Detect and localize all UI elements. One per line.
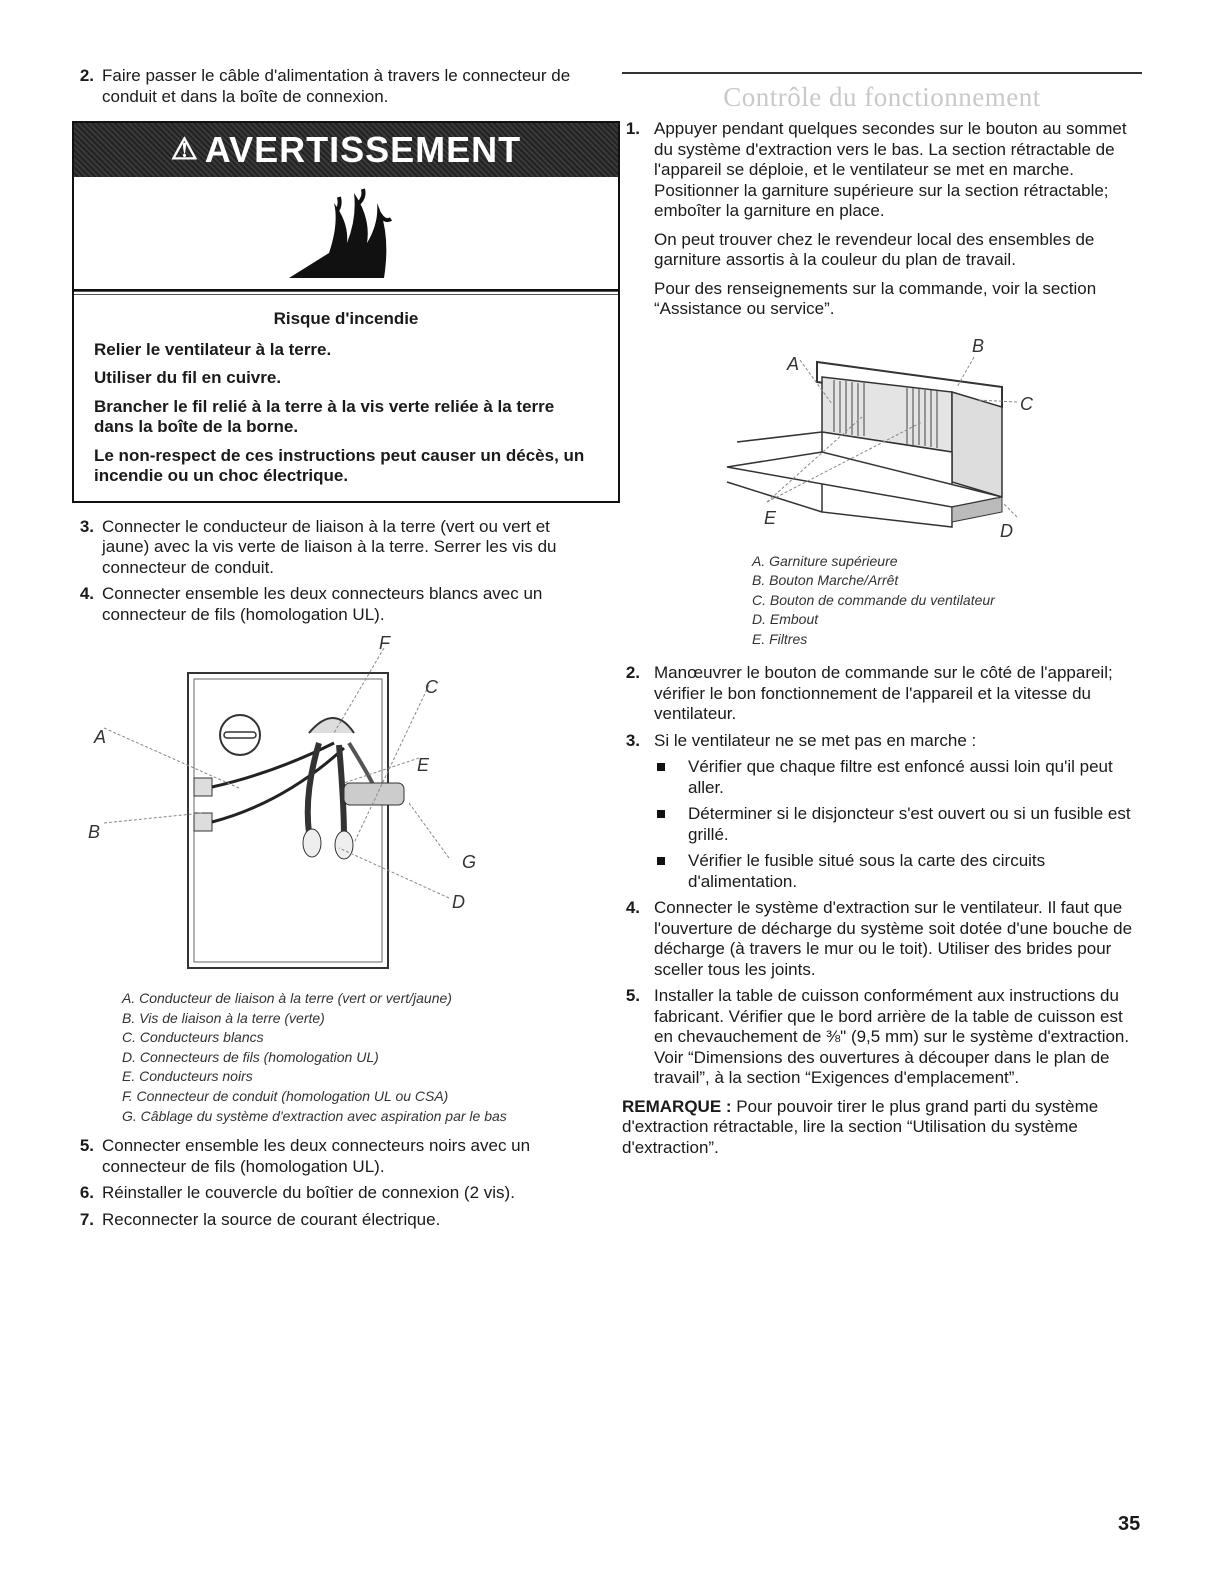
step-number: 1. [625, 119, 640, 138]
step-number: 5. [79, 1136, 94, 1156]
downdraft-figure [622, 332, 1142, 552]
step-text: Installer la table de cuisson conformément aux instructions du fabricant. Vérifier que le bord arrière de la table de cuisson est en chevauchement de ⅜" (9,5 mm) sur le système d'extraction. Voir “Dimensions des ouvertures à découper dans le plan de travail”, à la section “Exigences d'emplacement”. [654, 986, 1130, 1088]
step-7-left [44, 1210, 592, 1231]
step-number: 3. [625, 730, 640, 750]
step-2-left [44, 66, 592, 107]
bullet-square-icon [657, 763, 665, 771]
wiring-diagram [44, 633, 592, 983]
step-text: Connecter le conducteur de liaison à la terre (vert ou vert et jaune) avec la vis verte de liaison à la terre. Serrer les vis du connecteur de conduit. [102, 516, 557, 577]
label-e: E [417, 755, 430, 775]
wiring-figure [44, 633, 592, 983]
caption-line: B. Bouton Marche/Arrêt [752, 572, 899, 589]
bullet-item [622, 757, 1142, 798]
step-text: Appuyer pendant quelques secondes sur le bouton au sommet du système d'extraction vers le bas. La section rétractable de l'appareil se déploie, et le ventilateur se met en marche. Positionner la garniture supérieure sur la section rétractable; emboîter la garniture en place. [654, 119, 1127, 220]
step-text: Manœuvrer le bouton de commande sur le côté de l'appareil; vérifier le bon fonctionnement de l'appareil et la vitesse du ventilateur. [654, 663, 1113, 724]
bullet-text: Vérifier le fusible situé sous la carte des circuits d'alimentation. [688, 851, 1046, 891]
warning-box [72, 121, 620, 503]
caption-line: B. Vis de liaison à la terre (verte) [122, 1009, 325, 1026]
bullet-text: Vérifier que chaque filtre est enfoncé aussi loin qu'il peut aller. [688, 757, 1113, 797]
step-text: Si le ventilateur ne se met pas en marche : [654, 730, 977, 750]
warning-triangle-icon: ⚠ [170, 133, 199, 166]
label-a: A [787, 353, 800, 374]
step-5-right [622, 986, 1142, 1089]
label-d: D [1000, 520, 1013, 541]
bullet-text: Déterminer si le disjoncteur s'est ouvert ou si un fusible est grillé. [688, 804, 1131, 844]
label-a: A [94, 727, 107, 747]
step-3-left [44, 517, 592, 579]
step-number: 4. [625, 898, 640, 918]
step-number: 5. [625, 986, 640, 1006]
step-number: 6. [79, 1183, 94, 1203]
warning-line: Brancher le fil relié à la terre à la vis verte reliée à la terre dans la boîte de la borne. [94, 396, 555, 436]
caption-line: E. Conducteurs noirs [122, 1068, 253, 1085]
step-6-left [44, 1183, 592, 1204]
section-divider [622, 72, 1142, 74]
step-number: 2. [79, 66, 94, 85]
page-number: 35 [1118, 1513, 1141, 1535]
paragraph: Pour des renseignements sur la commande, voir la section “Assistance ou service”. [654, 278, 1097, 318]
step-text: Connecter le système d'extraction sur le ventilateur. Il faut que l'ouverture de décharge du système soit dotée d'une bouche de décharge (à travers le mur ou le toit). Utiliser des brides pour sceller tous les joints. [654, 898, 1133, 979]
wiring-captions [122, 989, 592, 1126]
warning-body [74, 291, 618, 501]
downdraft-diagram [622, 332, 1142, 552]
caption-line: G. Câblage du système d'extraction avec aspiration par le bas [122, 1107, 507, 1124]
label-f: F [379, 633, 390, 653]
label-c: C [425, 677, 438, 697]
label-g: G [462, 852, 477, 872]
remark [622, 1097, 1142, 1159]
fire-icon [279, 183, 399, 283]
step-4-left [44, 584, 592, 625]
remark-text: Pour pouvoir tirer le plus grand parti du système d'extraction rétractable, lire la section “Utilisation du système d'extraction”. [622, 1096, 1099, 1157]
label-d: D [452, 892, 465, 912]
step-2-right [622, 663, 1142, 725]
caption-line: E. Filtres [752, 630, 808, 647]
caption-line: C. Conducteurs blancs [122, 1029, 264, 1046]
section-title: Contrôle du fonctionnement [723, 82, 1041, 112]
caption-line: C. Bouton de commande du ventilateur [752, 591, 995, 608]
label-b: B [88, 822, 101, 842]
step-1-right [622, 119, 1142, 222]
warning-line: Utiliser du fil en cuivre. [94, 368, 282, 387]
step-text: Réinstaller le couvercle du boîtier de connexion (2 vis). [102, 1183, 515, 1203]
step-text: Connecter ensemble les deux connecteurs noirs avec un connecteur de fils (homologation UL). [102, 1136, 531, 1176]
step-number: 3. [79, 516, 94, 536]
right-column [622, 66, 1142, 1158]
label-e: E [764, 507, 777, 528]
step-text: Connecter ensemble les deux connecteurs blancs avec un connecteur de fils (homologation UL). [102, 584, 543, 624]
caption-line: F. Connecteur de conduit (homologation UL ou CSA) [122, 1087, 449, 1104]
step-text: Reconnecter la source de courant électrique. [102, 1209, 441, 1229]
step-number: 7. [79, 1209, 94, 1229]
bullet-square-icon [657, 810, 665, 818]
warning-icon-area [74, 177, 618, 291]
bullet-item [622, 804, 1142, 845]
paragraph: On peut trouver chez le revendeur local des ensembles de garniture assortis à la couleur du plan de travail. [654, 229, 1095, 269]
caption-line: A. Conducteur de liaison à la terre (vert or vert/jaune) [122, 990, 452, 1006]
caption-line: A. Garniture supérieure [752, 552, 898, 569]
caption-line: D. Connecteurs de fils (homologation UL) [122, 1048, 379, 1065]
warning-risk: Risque d'incendie [273, 309, 419, 328]
warning-header [74, 123, 618, 177]
label-b: B [972, 335, 985, 356]
warning-line: Relier le ventilateur à la terre. [94, 339, 332, 359]
downdraft-captions [752, 552, 1142, 650]
step-number: 4. [79, 584, 94, 603]
label-c: C [1020, 393, 1033, 414]
caption-line: D. Embout [752, 611, 819, 628]
bullet-square-icon [657, 857, 665, 865]
step-number: 2. [625, 663, 640, 683]
warning-title: AVERTISSEMENT [204, 129, 522, 170]
step-text: Faire passer le câble d'alimentation à travers le connecteur de conduit et dans la boîte de connexion. [102, 66, 571, 106]
step-3-right [622, 731, 1142, 752]
step-5-left [44, 1136, 592, 1177]
remark-label: REMARQUE : [622, 1096, 732, 1116]
warning-line: Le non-respect de ces instructions peut causer un décès, un incendie ou un choc électrique. [94, 445, 585, 485]
step-4-right [622, 898, 1142, 980]
left-column [44, 66, 592, 1236]
bullet-item [622, 851, 1142, 892]
